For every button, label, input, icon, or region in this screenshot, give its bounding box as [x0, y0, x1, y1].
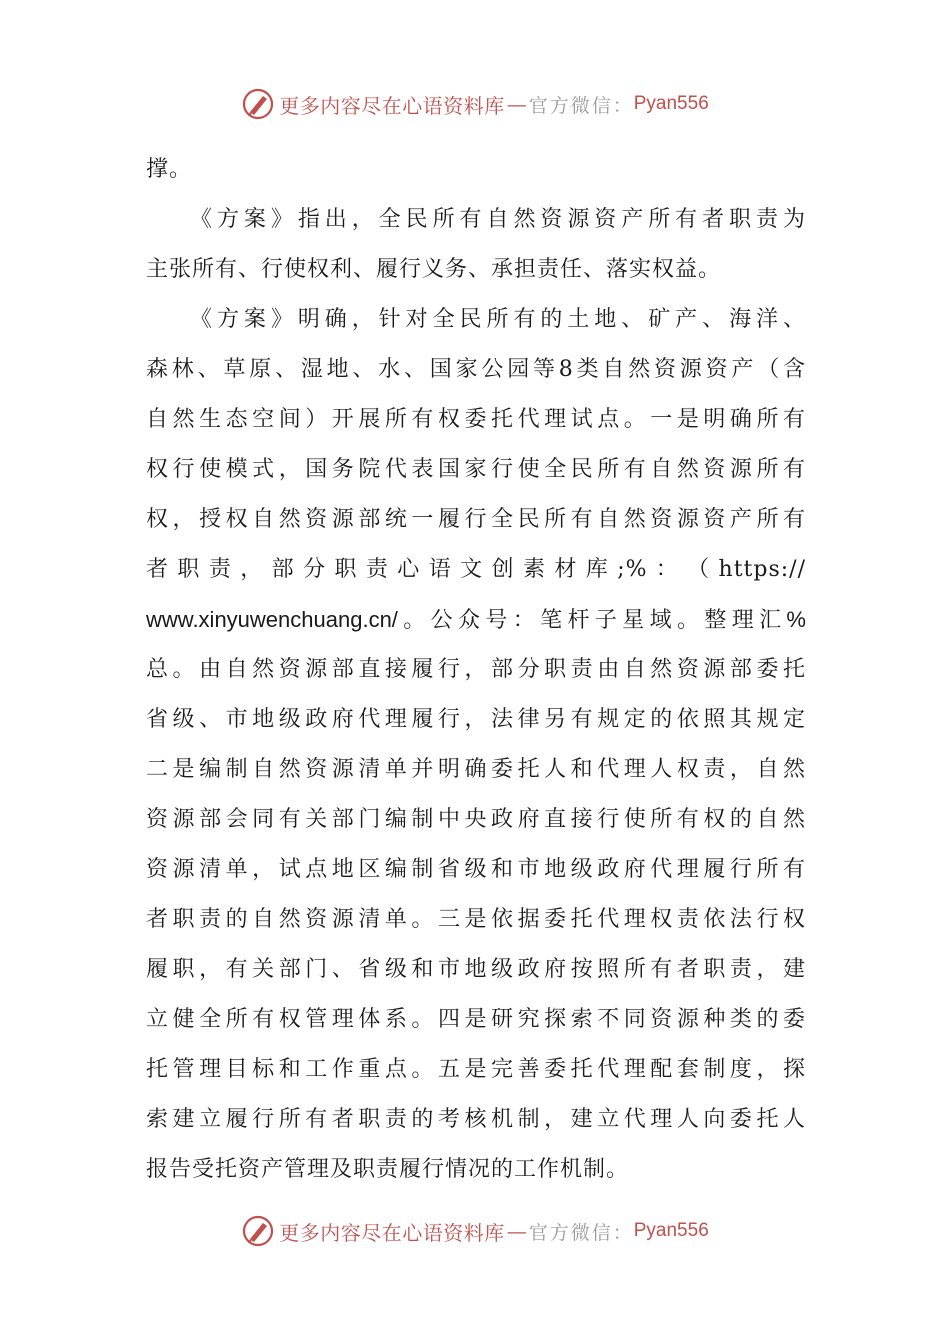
header-wechat-label: 官方微信： [528, 94, 634, 117]
text-line: 履职，有关部门、省级和市地级政府按照所有者职责，建 [146, 957, 806, 982]
header-wechat-id: Pyan556 [633, 93, 709, 114]
footer-promo-text: 更多内容尽在心语资料库 [279, 1220, 505, 1245]
text-line: 自然生态空间）开展所有权委托代理试点。一是明确所有 [146, 407, 806, 432]
footer-banner [0, 1211, 950, 1251]
text-line: 省级、市地级政府代理履行，法律另有规定的依照其规定 [146, 707, 806, 732]
text-line: 立健全所有权管理体系。四是研究探索不同资源种类的委 [146, 1007, 806, 1032]
pen-logo-icon [241, 1214, 275, 1248]
text-line: 资源清单，试点地区编制省级和市地级政府代理履行所有 [146, 857, 806, 882]
text-line: 总。由自然资源部直接履行，部分职责由自然资源部委托 [146, 657, 806, 682]
text-line: 索建立履行所有者职责的考核机制，建立代理人向委托人 [146, 1107, 806, 1132]
text-line: 者 职 责 ， 部 分 职 责 心 语 文 创 素 材 库 ;% ： （ https:// [146, 557, 806, 582]
text-line: 森林、草原、湿地、水、国家公园等8类自然资源资产（含 [146, 357, 806, 382]
footer-wechat-id: Pyan556 [633, 1220, 709, 1241]
text-line: 《方案》明确，针对全民所有的土地、矿产、海洋、 [190, 307, 806, 332]
text-line: 报告受托资产管理及职责履行情况的工作机制。 [146, 1157, 630, 1182]
text-line: 《方案》指出，全民所有自然资源资产所有者职责为 [190, 207, 806, 232]
header-banner [0, 84, 950, 124]
text-line: 资源部会同有关部门编制中央政府直接行使所有权的自然 [146, 807, 806, 832]
text-line: 权行使模式，国务院代表国家行使全民所有自然资源所有 [146, 457, 806, 482]
text-line: 权，授权自然资源部统一履行全民所有自然资源资产所有 [146, 507, 806, 532]
footer-separator: — [506, 1219, 527, 1243]
text-line: 二是编制自然资源清单并明确委托人和代理人权责，自然 [146, 757, 806, 782]
pen-logo-icon [241, 87, 275, 121]
text-line: 撑。 [146, 157, 193, 182]
text-line: 托管理目标和工作重点。五是完善委托代理配套制度，探 [146, 1057, 806, 1082]
header-separator: — [506, 92, 527, 116]
article-body [146, 145, 806, 1195]
header-promo-text: 更多内容尽在心语资料库 [279, 93, 505, 118]
footer-wechat-label: 官方微信： [528, 1221, 634, 1244]
text-line: 主张所有、行使权利、履行义务、承担责任、落实权益。 [146, 257, 722, 282]
text-line: www.xinyuwenchuang.cn/。公众号：笔杆子星域。整理汇% [146, 607, 806, 632]
text-line: 者职责的自然资源清单。三是依据委托代理权责依法行权 [146, 907, 806, 932]
